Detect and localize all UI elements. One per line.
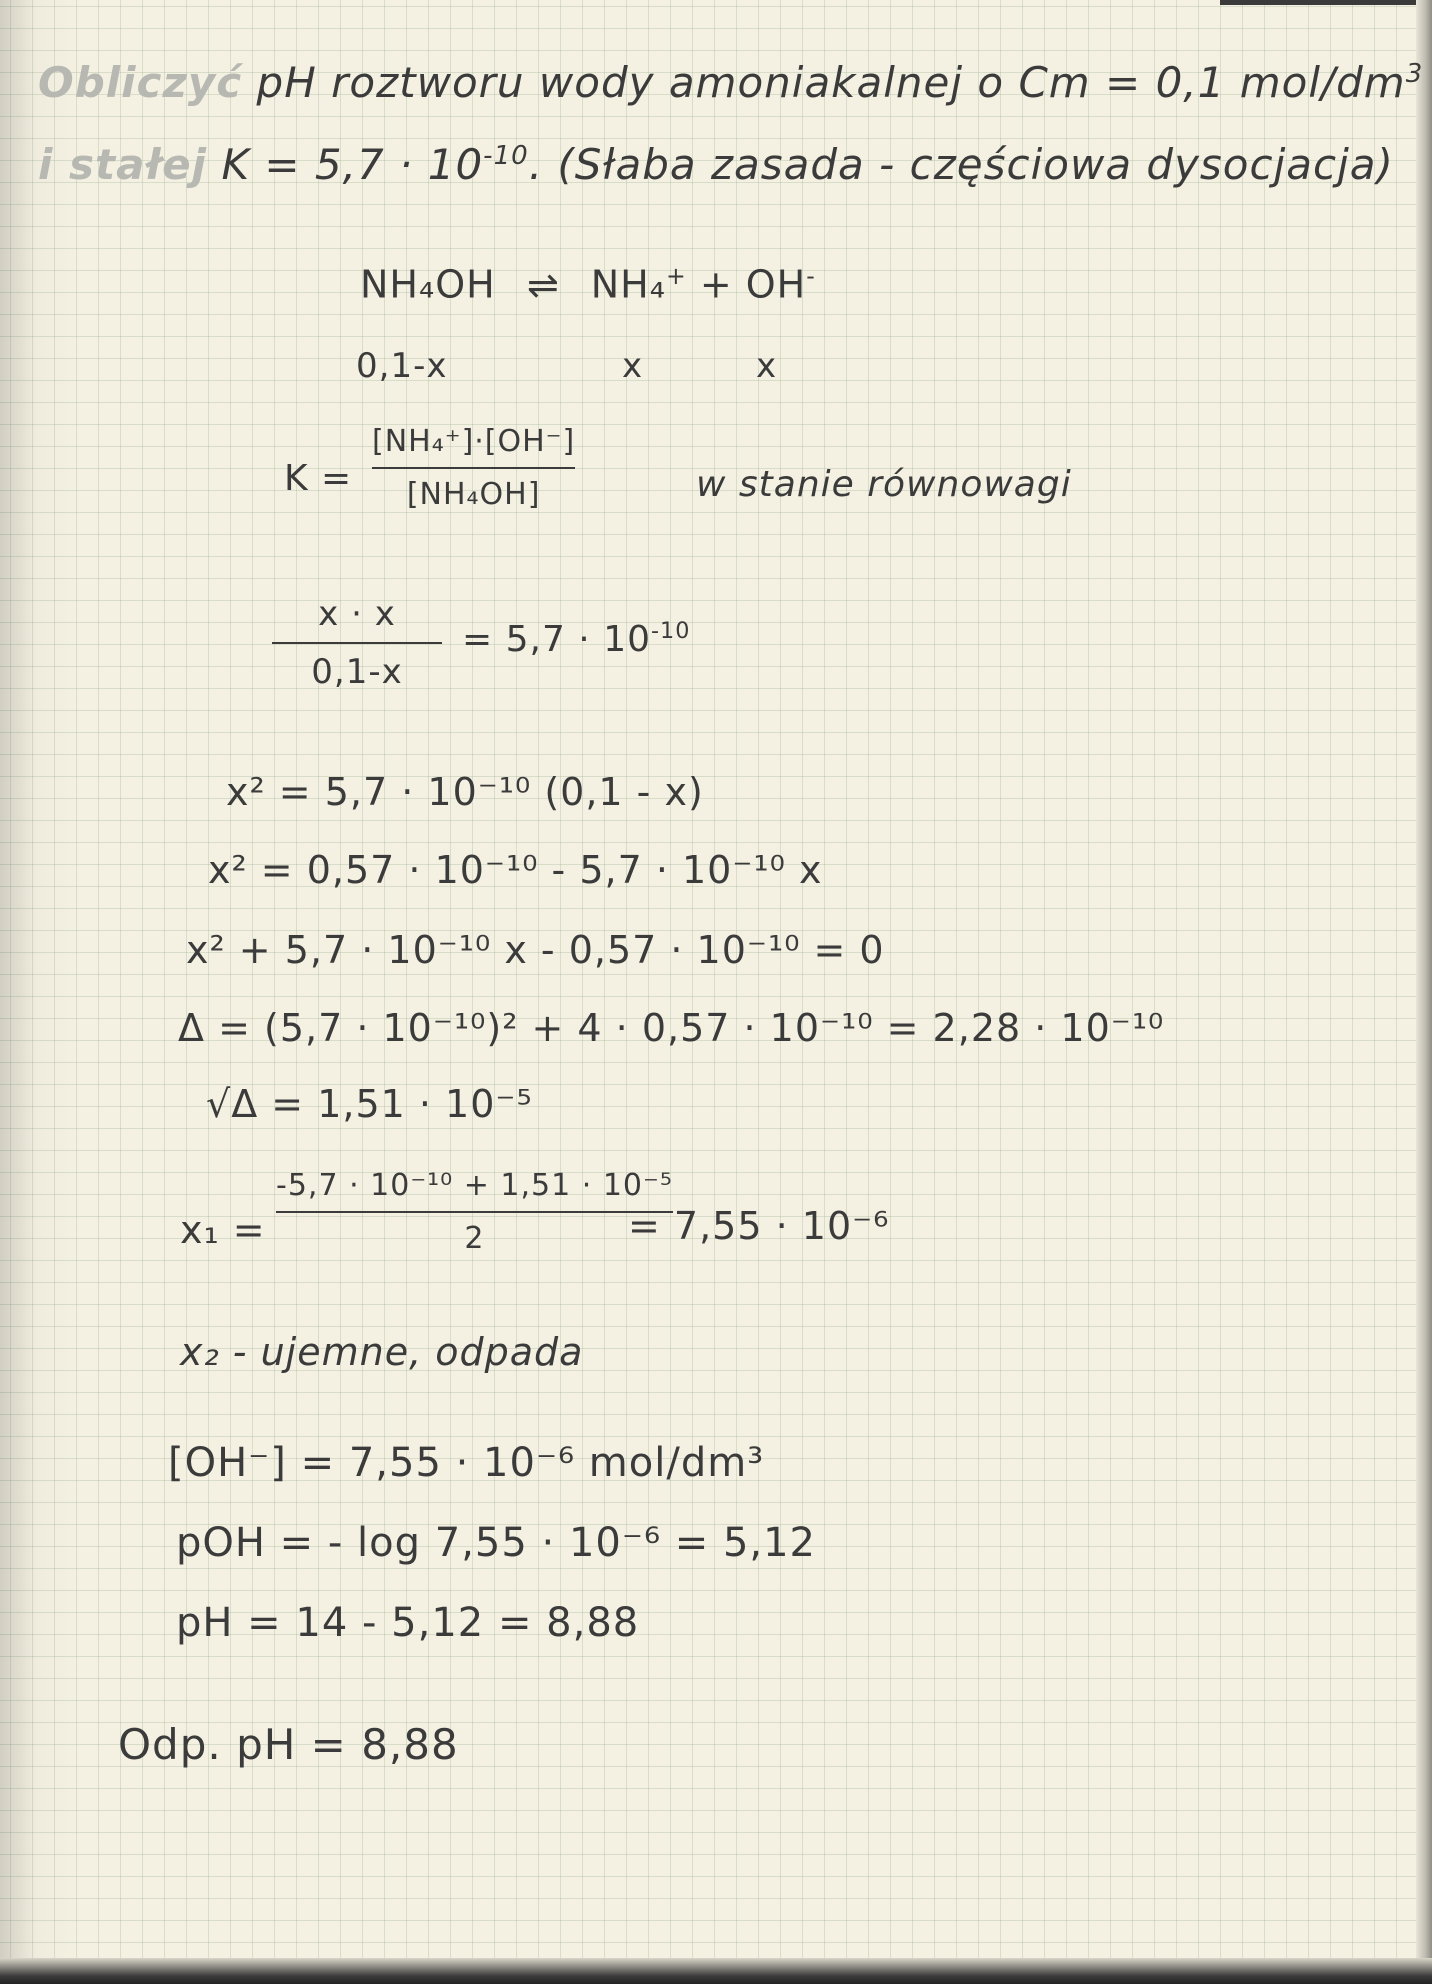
task-line-2 bbox=[38, 140, 1394, 189]
step-equation: x² = 5,7 · 10⁻¹⁰ (0,1 - x) bbox=[226, 770, 704, 814]
hydroxide-concentration: [OH⁻] = 7,55 · 10⁻⁶ mol/dm³ bbox=[168, 1440, 765, 1486]
final-answer: Odp. pH = 8,88 bbox=[118, 1720, 459, 1769]
reaction-anion: + OH bbox=[699, 262, 807, 307]
root1-fraction-bar bbox=[276, 1211, 673, 1213]
constant-fraction-bar bbox=[372, 467, 575, 469]
constant-denominator: [NH₄OH] bbox=[406, 477, 541, 512]
task-line-1-exponent: 3 bbox=[1405, 59, 1424, 89]
task-line-1-text: pH roztworu wody amoniakalnej o Cm = 0,1 mol/dm bbox=[256, 58, 1406, 107]
constant-fraction bbox=[372, 424, 575, 512]
dissociation-equation bbox=[360, 262, 816, 307]
conc-cation: x bbox=[622, 346, 644, 386]
conc-undissociated: 0,1-x bbox=[356, 346, 448, 386]
reaction-lhs: NH₄OH bbox=[360, 262, 496, 307]
substitution-exponent: -10 bbox=[651, 618, 691, 644]
root1-value: = 7,55 · 10⁻⁶ bbox=[628, 1204, 890, 1248]
step-equation: x² = 0,57 · 10⁻¹⁰ - 5,7 · 10⁻¹⁰ x bbox=[208, 848, 823, 892]
root1-denominator: 2 bbox=[464, 1221, 485, 1256]
root1-lhs: x₁ = bbox=[180, 1208, 266, 1252]
substitution-denominator: 0,1-x bbox=[311, 652, 403, 692]
page-top-shadow bbox=[1220, 0, 1432, 5]
substitution-value: = 5,7 · 10 bbox=[462, 619, 651, 660]
substitution-fraction-bar bbox=[272, 642, 442, 644]
task-line-1 bbox=[38, 58, 1423, 107]
reaction-cation-charge: + bbox=[665, 262, 687, 290]
root2-note: x₂ - ujemne, odpada bbox=[180, 1330, 584, 1374]
task-constant: K = 5,7 · 10 bbox=[221, 140, 484, 189]
page-right-edge bbox=[1416, 0, 1432, 1984]
ph-calculation: pH = 14 - 5,12 = 8,88 bbox=[176, 1600, 640, 1646]
equilibrium-arrow: ⇌ bbox=[526, 262, 560, 307]
substitution-numerator: x · x bbox=[318, 594, 396, 634]
constant-numerator: [NH₄⁺]·[OH⁻] bbox=[372, 424, 576, 459]
substitution-rhs bbox=[462, 618, 690, 660]
task-line-1-faded: Obliczyć bbox=[38, 58, 243, 107]
poh-calculation: pOH = - log 7,55 · 10⁻⁶ = 5,12 bbox=[176, 1520, 816, 1566]
constant-lhs: K = bbox=[284, 458, 353, 499]
page-bottom-edge bbox=[0, 1958, 1432, 1984]
root1-fraction bbox=[276, 1168, 673, 1256]
task-constant-exponent: -10 bbox=[483, 141, 529, 171]
task-line-2-faded: i stałej bbox=[38, 140, 208, 189]
root1-numerator: -5,7 · 10⁻¹⁰ + 1,51 · 10⁻⁵ bbox=[276, 1168, 673, 1203]
equilibrium-note: w stanie równowagi bbox=[696, 464, 1072, 505]
reaction-cation: NH₄ bbox=[590, 262, 666, 307]
task-note: . (Słaba zasada - częściowa dysocjacja) bbox=[528, 140, 1394, 189]
step-equation: x² + 5,7 · 10⁻¹⁰ x - 0,57 · 10⁻¹⁰ = 0 bbox=[186, 928, 885, 972]
conc-anion: x bbox=[756, 346, 778, 386]
discriminant: Δ = (5,7 · 10⁻¹⁰)² + 4 · 0,57 · 10⁻¹⁰ = 2,28 · 10⁻¹⁰ bbox=[178, 1006, 1165, 1050]
reaction-anion-charge: - bbox=[806, 262, 816, 290]
discriminant-root: √Δ = 1,51 · 10⁻⁵ bbox=[206, 1082, 533, 1126]
substitution-fraction bbox=[272, 594, 442, 692]
